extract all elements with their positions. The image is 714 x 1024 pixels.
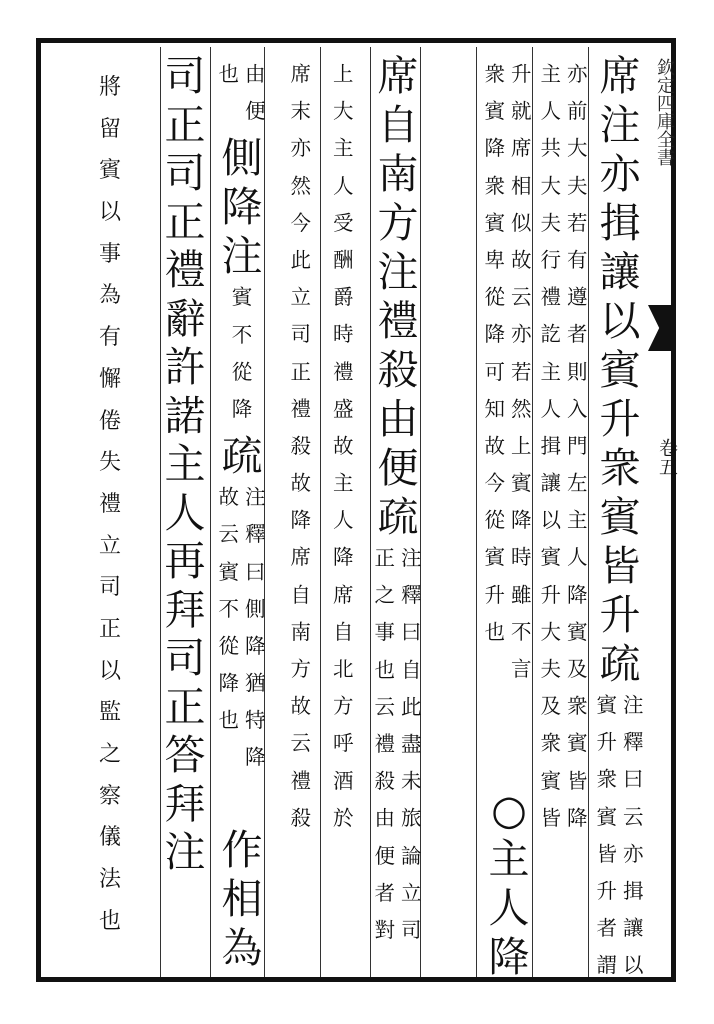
glyph: 上	[333, 62, 354, 86]
glyph: 禮	[98, 491, 121, 517]
main-text-tail	[214, 826, 270, 977]
glyph: 正	[164, 100, 206, 149]
commentary	[485, 64, 532, 696]
glyph: 將	[98, 75, 121, 100]
glyph: 自	[290, 582, 311, 607]
glyph: 大	[540, 173, 561, 198]
glyph: 司	[164, 149, 206, 197]
glyph: 於	[333, 805, 354, 830]
glyph: 曰	[623, 767, 644, 792]
glyph: 禮	[290, 768, 311, 793]
glyph: 方	[290, 657, 311, 681]
glyph: 知	[484, 396, 505, 421]
commentary-right	[333, 64, 354, 845]
glyph: 殺	[290, 433, 311, 458]
glyph: 賓	[567, 619, 588, 644]
glyph: 及	[567, 657, 588, 681]
glyph: 云	[511, 285, 532, 310]
glyph: ○	[491, 786, 527, 834]
glyph: 疏	[377, 493, 419, 541]
glyph: 席	[377, 52, 419, 100]
glyph: 禮	[540, 285, 561, 310]
glyph: 從	[484, 285, 505, 310]
glyph: 人	[567, 545, 588, 570]
glyph: 主	[333, 471, 354, 496]
glyph: 賓	[540, 545, 561, 570]
glyph: 從	[218, 633, 239, 658]
glyph: 辭	[164, 294, 206, 343]
glyph: 也	[218, 62, 239, 86]
glyph: 從	[231, 359, 253, 384]
glyph: 倦	[98, 408, 121, 434]
glyph: 正	[98, 616, 121, 642]
glyph: 及	[540, 694, 561, 719]
main-text	[221, 134, 263, 285]
glyph: 懈	[98, 366, 121, 392]
glyph: 注	[245, 485, 266, 510]
glyph: 釋	[245, 522, 266, 547]
glyph: 衆	[567, 694, 588, 719]
glyph: 便	[377, 444, 419, 492]
glyph: 自	[377, 101, 419, 149]
commentary	[375, 548, 422, 957]
glyph: 南	[290, 619, 311, 644]
commentary	[219, 487, 266, 785]
glyph: 禮	[164, 246, 206, 294]
glyph: 揖	[540, 433, 561, 458]
glyph: 降	[218, 671, 239, 696]
glyph: 便	[374, 843, 395, 868]
glyph: 故	[290, 694, 311, 719]
glyph: 釋	[623, 730, 644, 755]
glyph: 方	[333, 694, 354, 719]
glyph: 主	[164, 440, 206, 488]
glyph: 賓	[596, 804, 617, 829]
glyph: 方	[377, 199, 419, 247]
glyph: 讓	[599, 248, 641, 296]
glyph: 人	[540, 396, 561, 421]
glyph: 升	[511, 62, 532, 86]
glyph: 之	[98, 742, 121, 767]
glyph: 曰	[245, 559, 266, 584]
glyph: 時	[333, 322, 354, 347]
glyph: 禮	[374, 731, 395, 756]
glyph: 拜	[164, 779, 206, 828]
commentary-right	[245, 64, 266, 138]
glyph: 末	[290, 99, 311, 124]
glyph: 若	[567, 210, 588, 235]
glyph: 殺	[290, 805, 311, 830]
glyph: 注	[377, 248, 419, 296]
glyph: 失	[98, 450, 121, 476]
glyph: 亦	[290, 136, 311, 161]
glyph: 主	[567, 508, 588, 533]
column-rule	[210, 47, 211, 977]
glyph: 司	[164, 634, 206, 682]
glyph: 不	[218, 596, 239, 621]
glyph: 若	[511, 359, 532, 384]
glyph: 夫	[540, 657, 561, 681]
glyph: 降	[484, 136, 505, 161]
glyph: 也	[484, 619, 505, 644]
glyph: 夫	[567, 173, 588, 198]
commentary-left	[485, 64, 506, 696]
glyph: 降	[221, 183, 263, 232]
glyph: 升	[484, 582, 505, 607]
commentary-left	[219, 487, 240, 785]
glyph: 受	[333, 210, 354, 235]
glyph: 行	[540, 247, 561, 272]
glyph: 酬	[333, 247, 354, 272]
glyph: 此	[290, 247, 311, 272]
glyph: 以	[599, 297, 641, 345]
glyph: 自	[333, 619, 354, 644]
glyph: 也	[374, 657, 395, 682]
glyph: 亦	[623, 841, 644, 866]
glyph: 則	[567, 359, 588, 384]
main-text	[221, 432, 263, 485]
glyph: 賓	[484, 99, 505, 124]
commentary-right	[511, 64, 532, 696]
text-column-2	[536, 64, 592, 845]
glyph: 事	[98, 241, 121, 267]
margin-title-text: 欽定四庫全書	[654, 58, 675, 166]
glyph: 禮	[377, 297, 419, 345]
glyph: 讓	[540, 471, 561, 496]
glyph: 南	[377, 150, 419, 198]
glyph: 衆	[596, 767, 617, 792]
glyph: 爵	[333, 285, 354, 310]
glyph: 讓	[623, 916, 644, 941]
glyph: 賓	[218, 559, 239, 584]
glyph: 禮	[290, 396, 311, 421]
glyph: 升	[596, 878, 617, 903]
glyph: 亦	[599, 150, 641, 198]
glyph: 主	[540, 359, 561, 384]
commentary-left	[291, 64, 312, 845]
text-column-6	[212, 64, 272, 785]
glyph: 故	[511, 247, 532, 272]
glyph: 賓	[484, 210, 505, 235]
glyph: 由	[245, 62, 266, 86]
glyph: 衆	[540, 731, 561, 756]
glyph: 席	[290, 62, 311, 86]
glyph: 故	[333, 433, 354, 458]
glyph: 席	[333, 582, 354, 607]
glyph: 卑	[484, 247, 505, 272]
glyph: 監	[98, 700, 121, 726]
glyph: 賓	[231, 285, 253, 310]
text-column-8	[82, 70, 138, 945]
glyph: 賓	[98, 158, 121, 184]
glyph: 以	[540, 508, 561, 533]
glyph: 似	[511, 210, 532, 235]
glyph: 釋	[401, 583, 422, 608]
glyph: 就	[511, 99, 532, 124]
glyph: 皆	[567, 768, 588, 793]
glyph: 時	[511, 545, 532, 570]
commentary-head	[219, 64, 266, 138]
column-rule	[476, 47, 477, 977]
glyph: 便	[245, 99, 266, 124]
glyph: 此	[401, 694, 422, 719]
glyph: 賓	[599, 493, 641, 541]
glyph: 故	[290, 471, 311, 496]
glyph: 正	[290, 359, 311, 384]
glyph: 司	[290, 322, 311, 347]
glyph: 云	[374, 694, 395, 719]
commentary-left	[541, 64, 562, 845]
glyph: 前	[567, 99, 588, 124]
glyph: 降	[245, 633, 266, 658]
glyph: 側	[221, 134, 263, 183]
glyph: 也	[218, 708, 239, 733]
glyph: 疏	[599, 640, 641, 688]
commentary-right	[567, 64, 588, 845]
glyph: 揖	[623, 878, 644, 903]
glyph: 立	[290, 285, 311, 310]
glyph: 大	[333, 99, 354, 124]
glyph: 故	[484, 433, 505, 458]
glyph: 者	[374, 880, 395, 905]
glyph: 有	[98, 325, 121, 351]
glyph: 席	[511, 136, 532, 161]
glyph: 大	[567, 136, 588, 161]
glyph: 夫	[540, 210, 561, 235]
glyph: 立	[401, 880, 422, 905]
glyph: 言	[511, 657, 532, 681]
glyph: 以	[98, 658, 121, 684]
glyph: 者	[567, 322, 588, 347]
glyph: 曰	[401, 620, 422, 645]
glyph: 亦	[511, 322, 532, 347]
glyph: 升	[596, 730, 617, 755]
glyph: 者	[596, 916, 617, 941]
glyph: 謂	[596, 953, 617, 978]
glyph: 相	[221, 875, 263, 923]
glyph: 注	[599, 101, 641, 149]
glyph: 猶	[245, 671, 266, 696]
commentary-left	[597, 695, 618, 993]
glyph: 降	[333, 545, 354, 570]
glyph: 側	[245, 596, 266, 621]
text-column-5	[272, 64, 372, 845]
commentary-right	[623, 695, 644, 993]
glyph: 衆	[599, 444, 641, 492]
glyph: 升	[599, 395, 641, 443]
glyph: 儀	[98, 825, 121, 851]
glyph: 賓	[596, 693, 617, 717]
glyph: 降	[488, 933, 530, 981]
glyph: 然	[511, 396, 532, 421]
glyph: 再	[164, 537, 206, 585]
glyph: 法	[98, 867, 121, 893]
glyph: 由	[377, 395, 419, 443]
glyph: 論	[401, 843, 422, 868]
glyph: 云	[218, 522, 239, 547]
glyph: 席	[599, 52, 641, 100]
glyph: 未	[401, 769, 422, 794]
glyph: 衆	[484, 173, 505, 198]
glyph: 自	[401, 657, 422, 682]
glyph: 衆	[484, 62, 505, 86]
glyph: 可	[484, 359, 505, 384]
text-column-4	[372, 52, 424, 957]
commentary	[291, 64, 354, 845]
volume-label: 卷五	[656, 438, 678, 476]
main-text	[164, 52, 206, 881]
glyph: 司	[164, 52, 206, 100]
glyph: 注	[623, 693, 644, 717]
glyph: 以	[98, 200, 121, 226]
margin-title	[652, 58, 676, 308]
glyph: 降	[245, 745, 266, 770]
text-column-7	[160, 52, 210, 881]
glyph: 升	[599, 591, 641, 639]
glyph: 人	[333, 173, 354, 198]
glyph: 也	[98, 908, 121, 934]
glyph: 諾	[164, 391, 206, 440]
glyph: 酒	[333, 768, 354, 793]
glyph: 司	[401, 917, 422, 942]
glyph: 遵	[567, 285, 588, 310]
glyph: 立	[98, 533, 121, 559]
glyph: 賓	[567, 731, 588, 756]
glyph: 主	[488, 835, 530, 883]
glyph: 正	[374, 546, 395, 570]
glyph: 大	[540, 619, 561, 644]
glyph: 今	[290, 210, 311, 235]
glyph: 為	[221, 924, 263, 972]
glyph: 注	[401, 546, 422, 570]
glyph: 人	[540, 99, 561, 124]
glyph: 殺	[377, 346, 419, 394]
glyph: 今	[484, 471, 505, 496]
glyph: 門	[567, 433, 588, 458]
glyph: 主	[540, 62, 561, 86]
glyph: 相	[511, 173, 532, 198]
glyph: 揖	[599, 199, 641, 247]
glyph: 疏	[221, 432, 263, 481]
glyph: 云	[623, 804, 644, 829]
text-column-1	[592, 52, 648, 993]
glyph: 降	[484, 322, 505, 347]
glyph: 然	[290, 173, 311, 198]
glyph: 殺	[374, 769, 395, 794]
glyph: 入	[567, 396, 588, 421]
glyph: 盡	[401, 731, 422, 756]
glyph: 降	[511, 508, 532, 533]
glyph: 皆	[540, 805, 561, 830]
glyph: 作	[221, 826, 263, 874]
glyph: 上	[511, 433, 532, 458]
glyph: 注	[164, 828, 206, 876]
commentary-left	[375, 548, 396, 957]
glyph: 人	[333, 508, 354, 533]
glyph: 不	[511, 619, 532, 644]
glyph: 升	[540, 582, 561, 607]
glyph: 不	[231, 322, 253, 347]
glyph: 正	[164, 682, 206, 731]
commentary-inline	[232, 287, 253, 436]
glyph: 以	[623, 953, 644, 978]
main-text-tail	[482, 786, 536, 986]
glyph: 席	[290, 545, 311, 570]
glyph: 訖	[540, 322, 561, 347]
commentary	[541, 64, 588, 845]
glyph: 有	[567, 247, 588, 272]
main-text	[377, 52, 419, 546]
glyph: 云	[290, 731, 311, 756]
glyph: 旅	[401, 806, 422, 831]
glyph: 降	[231, 396, 253, 421]
glyph: 司	[98, 575, 121, 601]
glyph: 禮	[333, 359, 354, 384]
glyph: 答	[164, 731, 206, 779]
glyph: 注	[221, 232, 263, 281]
commentary-right	[245, 487, 266, 785]
glyph: 賓	[511, 471, 532, 496]
main-text	[599, 52, 641, 693]
glyph: 降	[567, 582, 588, 607]
glyph: 呼	[333, 731, 354, 756]
glyph: 為	[98, 283, 121, 309]
glyph: 共	[540, 136, 561, 161]
glyph: 賓	[484, 545, 505, 570]
glyph: 察	[98, 783, 121, 809]
glyph: 賓	[599, 346, 641, 394]
commentary	[597, 695, 644, 993]
commentary-left	[219, 64, 240, 138]
glyph: 降	[567, 805, 588, 830]
glyph: 由	[374, 806, 395, 831]
glyph: 降	[290, 508, 311, 533]
glyph: 人	[164, 488, 206, 537]
glyph: 皆	[596, 841, 617, 866]
glyph: 正	[164, 197, 206, 246]
glyph: 主	[333, 136, 354, 161]
glyph: 盛	[333, 396, 354, 421]
glyph: 特	[245, 708, 266, 733]
glyph: 對	[374, 917, 395, 942]
glyph: 故	[218, 485, 239, 510]
commentary-right	[401, 548, 422, 957]
text-column-3	[480, 64, 536, 696]
glyph: 人	[488, 884, 530, 932]
glyph: 拜	[164, 585, 206, 634]
glyph: 左	[567, 471, 588, 496]
glyph: 事	[374, 620, 395, 645]
glyph: 北	[333, 657, 354, 681]
glyph: 留	[98, 116, 121, 142]
glyph: 亦	[567, 62, 588, 86]
glyph: 許	[164, 343, 206, 391]
glyph: 雖	[511, 582, 532, 607]
glyph: 從	[484, 508, 505, 533]
glyph: 賓	[540, 768, 561, 793]
glyph: 皆	[599, 542, 641, 590]
glyph: 之	[374, 583, 395, 608]
